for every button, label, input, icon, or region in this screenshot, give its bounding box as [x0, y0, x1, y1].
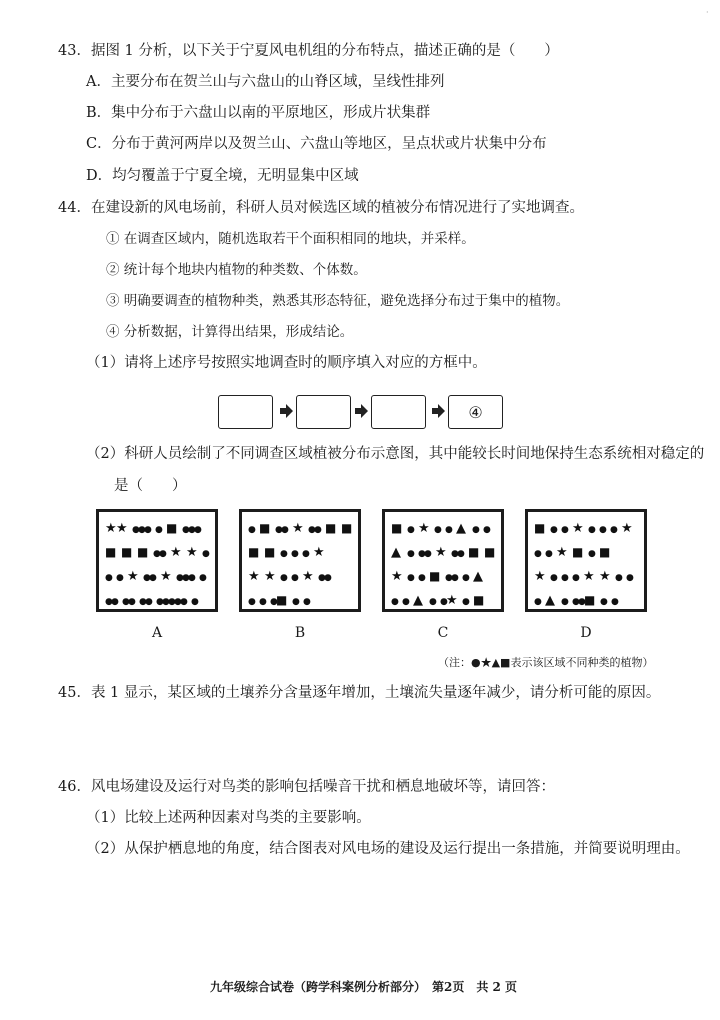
plant-square: ■	[572, 545, 584, 559]
q43-option-d: D．均匀覆盖于宁夏全境，无明显集中区域	[86, 168, 359, 184]
plant-dot: ●	[138, 525, 146, 535]
plant-dot: ●	[615, 573, 623, 583]
plant-dot: ●	[445, 573, 453, 583]
plant-dot: ●	[155, 525, 163, 535]
plant-square: ■	[484, 545, 496, 559]
q44-step-1: ① 在调查区域内，随机选取若干个面积相同的地块，并采样。	[106, 231, 475, 247]
panel-label-c: C	[437, 625, 449, 641]
q43-stem: 43．据图 1 分析，以下关于宁夏风电机组的分布特点，描述正确的是（ ）	[58, 43, 559, 59]
plant-dot: ●	[176, 573, 184, 583]
panel-label-b: B	[294, 625, 306, 641]
plant-star: ★	[418, 521, 430, 536]
plant-dot: ●	[418, 573, 426, 583]
flow-box-1[interactable]	[218, 395, 273, 429]
flow-box-2[interactable]	[296, 395, 351, 429]
plant-triangle: ▲	[391, 545, 401, 560]
panel-symbols-a	[99, 512, 215, 609]
plant-dot: ●	[182, 573, 190, 583]
plant-square: ■	[121, 545, 133, 559]
plant-dot: ●	[626, 573, 634, 583]
plant-dot: ●	[483, 525, 491, 535]
q44-stem: 44．在建设新的风电场前，科研人员对候选区域的植被分布情况进行了实地调查。	[58, 200, 584, 216]
flow-box-4[interactable]: ④	[448, 395, 503, 429]
q45-stem: 45．表 1 显示，某区域的土壤养分含量逐年增加，土壤流失量逐年减少，请分析可能的原因。	[58, 685, 661, 701]
plant-star: ★	[186, 545, 198, 560]
plant-square: ■	[264, 545, 276, 559]
plant-dot: ●	[457, 549, 465, 559]
plant-dot: ●	[139, 597, 147, 607]
plant-square: ■	[391, 521, 403, 535]
plant-dot: ●	[149, 573, 157, 583]
plant-square: ■	[468, 545, 480, 559]
plant-dot: ●	[202, 549, 210, 559]
q46-part1: （1）比较上述两种因素对鸟类的主要影响。	[86, 810, 371, 826]
plant-star: ★	[105, 521, 117, 536]
plant-square: ■	[248, 545, 260, 559]
q44-step-4: ④ 分析数据，计算得出结果，形成结论。	[106, 324, 354, 340]
plant-star: ★	[302, 569, 314, 584]
plant-dot: ●	[116, 573, 124, 583]
plant-dot: ●	[462, 573, 470, 583]
plant-star: ★	[556, 545, 568, 560]
plant-dot: ●	[153, 549, 161, 559]
plant-triangle: ▲	[473, 569, 483, 584]
plant-dot: ●	[451, 549, 459, 559]
distribution-panel-c	[382, 509, 504, 612]
corner-mark: ·	[706, 8, 709, 17]
plant-star: ★	[292, 521, 304, 536]
distribution-panel-b	[239, 509, 361, 612]
plant-dot: ●	[434, 525, 442, 535]
plant-square: ■	[473, 593, 485, 607]
plant-dot: ●	[281, 525, 289, 535]
q43-option-b: B．集中分布于六盘山以南的平原地区，形成片状集群	[86, 105, 431, 121]
plant-dot: ●	[308, 525, 316, 535]
plant-dot: ●	[391, 597, 399, 607]
panel-label-a: A	[151, 625, 163, 641]
plant-dot: ●	[122, 597, 130, 607]
plant-dot: ●	[128, 597, 136, 607]
plant-square: ■	[429, 569, 441, 583]
plant-triangle: ▲	[545, 593, 555, 608]
plant-dot: ●	[561, 597, 569, 607]
plant-dot: ●	[445, 525, 453, 535]
arrow-right-icon	[279, 404, 293, 418]
distribution-panel-d	[525, 509, 647, 612]
plant-dot: ●	[407, 573, 415, 583]
plant-dot: ●	[324, 573, 332, 583]
plant-dot: ●	[314, 525, 322, 535]
plant-dot: ●	[199, 573, 207, 583]
plant-dot: ●	[275, 525, 283, 535]
plant-dot: ●	[561, 573, 569, 583]
q44-step-2: ② 统计每个地块内植物的种类数、个体数。	[106, 262, 367, 278]
plant-dot: ●	[600, 597, 608, 607]
plant-triangle: ▲	[456, 521, 466, 536]
plant-dot: ●	[292, 597, 300, 607]
plant-dot: ●	[407, 525, 415, 535]
plant-dot: ●	[156, 597, 164, 607]
plant-dot: ●	[588, 549, 596, 559]
plant-dot: ●	[180, 597, 188, 607]
distribution-panel-a	[96, 509, 218, 612]
plant-star: ★	[572, 521, 584, 536]
arrow-right-icon	[354, 404, 368, 418]
q43-option-c: C．分布于黄河两岸以及贺兰山、六盘山等地区，呈点状或片状集中分布	[86, 136, 547, 152]
plant-dot: ●	[291, 573, 299, 583]
plant-dot: ●	[105, 597, 113, 607]
plant-dot: ●	[545, 549, 553, 559]
plant-dot: ●	[578, 597, 586, 607]
plant-square: ■	[325, 521, 337, 535]
panel-symbols-d	[528, 512, 644, 609]
q46-stem: 46．风电场建设及运行对鸟类的影响包括噪音干扰和栖息地破坏等，请回答：	[58, 779, 555, 795]
plant-square: ■	[534, 521, 546, 535]
plant-star: ★	[583, 569, 595, 584]
plant-dot: ●	[194, 525, 202, 535]
plant-star: ★	[127, 569, 139, 584]
plant-star: ★	[621, 521, 633, 536]
plant-dot: ●	[407, 549, 415, 559]
q44-step-3: ③ 明确要调查的植物种类，熟悉其形态特征，避免选择分布过于集中的植物。	[106, 293, 570, 309]
plant-square: ■	[599, 545, 611, 559]
plant-dot: ●	[280, 549, 288, 559]
plant-dot: ●	[462, 597, 470, 607]
plant-star: ★	[446, 593, 458, 608]
q44-part2-line1: （2）科研人员绘制了不同调查区域植被分布示意图，其中能较长时间地保持生态系统相对稳定的	[86, 446, 705, 462]
plant-star: ★	[435, 545, 447, 560]
plant-dot: ●	[610, 525, 618, 535]
plant-dot: ●	[174, 597, 182, 607]
plant-triangle: ▲	[413, 593, 423, 608]
plant-dot: ●	[143, 573, 151, 583]
plant-square: ■	[137, 545, 149, 559]
q44-part2-line2: 是（ ）	[114, 478, 187, 494]
panel-symbols-c	[385, 512, 501, 609]
q44-part1: （1）请将上述序号按照实地调查时的顺序填入对应的方框中。	[86, 355, 487, 371]
plant-dot: ●	[451, 573, 459, 583]
plant-dot: ●	[132, 525, 140, 535]
plant-dot: ●	[550, 525, 558, 535]
plant-dot: ●	[145, 597, 153, 607]
plant-dot: ●	[259, 597, 267, 607]
plant-dot: ●	[280, 573, 288, 583]
flow-box-3[interactable]	[371, 395, 426, 429]
plant-star: ★	[599, 569, 611, 584]
plant-square: ■	[105, 545, 117, 559]
plant-dot: ●	[105, 573, 113, 583]
plant-dot: ●	[291, 549, 299, 559]
plant-square: ■	[276, 593, 288, 607]
plant-dot: ●	[248, 525, 256, 535]
plant-star: ★	[116, 521, 128, 536]
plant-star: ★	[534, 569, 546, 584]
plant-star: ★	[264, 569, 276, 584]
plant-dot: ●	[188, 573, 196, 583]
plant-dot: ●	[144, 525, 152, 535]
plant-dot: ●	[472, 525, 480, 535]
plant-dot: ●	[588, 525, 596, 535]
panel-symbols-b	[242, 512, 358, 609]
panel-label-d: D	[580, 625, 592, 641]
plant-dot: ●	[572, 573, 580, 583]
plant-dot: ●	[159, 549, 167, 559]
arrow-right-icon	[431, 404, 445, 418]
plant-square: ■	[341, 521, 353, 535]
plant-dot: ●	[550, 573, 558, 583]
plant-dot: ●	[534, 549, 542, 559]
plant-dot: ●	[572, 597, 580, 607]
plant-dot: ●	[402, 597, 410, 607]
plant-dot: ●	[429, 597, 437, 607]
plant-dot: ●	[561, 525, 569, 535]
plant-square: ■	[259, 521, 271, 535]
plant-dot: ●	[111, 597, 119, 607]
q43-option-a: A．主要分布在贺兰山与六盘山的山脊区域，呈线性排列	[86, 74, 445, 90]
plant-dot: ●	[191, 597, 199, 607]
plant-star: ★	[170, 545, 182, 560]
plant-star: ★	[160, 569, 172, 584]
plant-dot: ●	[611, 597, 619, 607]
plant-dot: ●	[318, 573, 326, 583]
plant-dot: ●	[534, 597, 542, 607]
q46-part2: （2）从保护栖息地的角度，结合图表对风电场的建设及运行提出一条措施，并简要说明理由。	[86, 841, 690, 857]
plant-dot: ●	[599, 525, 607, 535]
plant-dot: ●	[302, 549, 310, 559]
page-footer: 九年级综合试卷（跨学科案例分析部分） 第2页 共 2 页	[210, 980, 518, 994]
plant-dot: ●	[303, 597, 311, 607]
plant-dot: ●	[182, 525, 190, 535]
plant-star: ★	[313, 545, 325, 560]
plant-dot: ●	[188, 525, 196, 535]
plant-square: ■	[584, 593, 596, 607]
plant-dot: ●	[248, 597, 256, 607]
plant-dot: ●	[440, 597, 448, 607]
plant-star: ★	[248, 569, 260, 584]
plant-star: ★	[391, 569, 403, 584]
plant-dot: ●	[424, 549, 432, 559]
plant-dot: ●	[168, 597, 176, 607]
plant-dot: ●	[418, 549, 426, 559]
legend-note: （注：●★▲■表示该区域不同种类的植物）	[438, 656, 654, 669]
plant-square: ■	[166, 521, 178, 535]
plant-dot: ●	[270, 597, 278, 607]
plant-dot: ●	[162, 597, 170, 607]
